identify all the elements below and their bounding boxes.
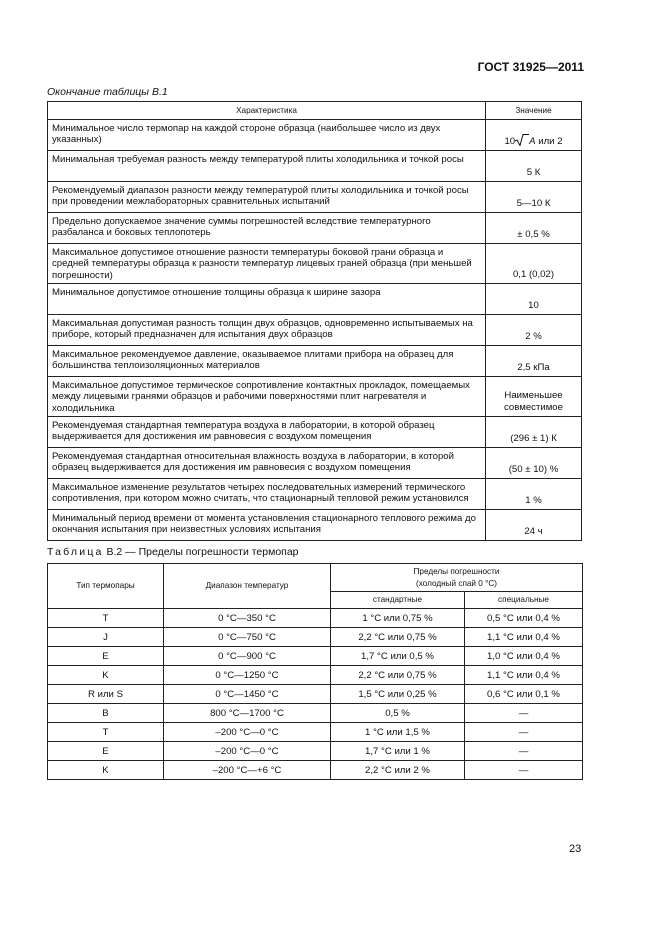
table-b2 bbox=[47, 563, 583, 780]
characteristic-cell: Минимальное допустимое отношение толщины образца к ширине зазора bbox=[48, 283, 486, 314]
table-row bbox=[48, 283, 582, 314]
table-row bbox=[48, 742, 583, 761]
special-cell: 0,6 °С или 0,1 % bbox=[465, 685, 583, 704]
table-row bbox=[48, 478, 582, 509]
table-row bbox=[48, 182, 582, 213]
special-cell: — bbox=[465, 723, 583, 742]
standard-cell: 1,7 °С или 0,5 % bbox=[331, 647, 465, 666]
value-cell: 2,5 кПа bbox=[486, 345, 582, 376]
table-row bbox=[48, 151, 582, 182]
type-cell: T bbox=[48, 723, 164, 742]
characteristic-cell: Минимальная требуемая разность между температурой плиты холодильника и точкой росы bbox=[48, 151, 486, 182]
column-header-limits bbox=[331, 564, 583, 592]
type-cell: E bbox=[48, 742, 164, 761]
value-cell: 10 bbox=[486, 283, 582, 314]
special-cell: 1,0 °С или 0,4 % bbox=[465, 647, 583, 666]
type-cell: J bbox=[48, 628, 164, 647]
table-row bbox=[48, 447, 582, 478]
range-cell: 0 °С—1250 °С bbox=[164, 666, 331, 685]
table-b1 bbox=[47, 101, 582, 541]
characteristic-cell: Предельно допускаемое значение суммы погрешностей вследствие температурного разбаланса и боковых теплопотерь bbox=[48, 213, 486, 244]
value-suffix: или 2 bbox=[535, 135, 563, 147]
column-header-value: Значение bbox=[486, 102, 582, 120]
type-cell: B bbox=[48, 704, 164, 723]
table-b2-caption bbox=[47, 546, 299, 558]
standard-cell: 1,7 °С или 1 % bbox=[331, 742, 465, 761]
table-row bbox=[48, 509, 582, 540]
characteristic-cell: Максимальное рекомендуемое давление, оказываемое плитами прибора на образец для большинства теплоизоляционных материалов bbox=[48, 345, 486, 376]
square-root-icon bbox=[515, 134, 529, 146]
value-cell: ± 0,5 % bbox=[486, 213, 582, 244]
table-row bbox=[48, 761, 583, 780]
column-header-range: Диапазон температур bbox=[164, 564, 331, 609]
range-cell: 0 °С—350 °С bbox=[164, 609, 331, 628]
characteristic-cell: Максимальное изменение результатов четырех последовательных измерений термического сопротивления, при котором можно считать, что стационарный тепловой режим установился bbox=[48, 478, 486, 509]
characteristic-cell: Рекомендуемая стандартная температура воздуха в лаборатории, в которой образец выдерживается для достижения им равновесия с воздухом помещения bbox=[48, 416, 486, 447]
value-cell: (296 ± 1) К bbox=[486, 416, 582, 447]
characteristic-cell: Максимальное допустимое термическое сопротивление контактных прокладок, помещаемых между лицевыми гранями образцов и рабочими поверхностями плит нагревателя и холодильника bbox=[48, 376, 486, 416]
range-cell: 800 °С—1700 °С bbox=[164, 704, 331, 723]
table-row bbox=[48, 609, 583, 628]
special-cell: 1,1 °С или 0,4 % bbox=[465, 666, 583, 685]
value-line: Наименьшее bbox=[504, 390, 563, 402]
value-cell: 2 % bbox=[486, 314, 582, 345]
column-header-characteristic: Характеристика bbox=[48, 102, 486, 120]
type-cell: T bbox=[48, 609, 164, 628]
value-line: совместимое bbox=[504, 401, 563, 413]
special-cell: — bbox=[465, 742, 583, 761]
table-row bbox=[48, 685, 583, 704]
standard-cell: 2,2 °С или 2 % bbox=[331, 761, 465, 780]
column-header-type: Тип термопары bbox=[48, 564, 164, 609]
special-cell: 0,5 °С или 0,4 % bbox=[465, 609, 583, 628]
table-row bbox=[48, 376, 582, 416]
table-b2-caption-title: В.2 — Пределы погрешности термопар bbox=[103, 546, 299, 558]
table-row bbox=[48, 723, 583, 742]
type-cell: R или S bbox=[48, 685, 164, 704]
range-cell: –200 °С—+6 °С bbox=[164, 761, 331, 780]
special-cell: — bbox=[465, 761, 583, 780]
range-cell: 0 °С—900 °С bbox=[164, 647, 331, 666]
range-cell: 0 °С—750 °С bbox=[164, 628, 331, 647]
value-cell: 1 % bbox=[486, 478, 582, 509]
table-row bbox=[48, 416, 582, 447]
value-cell: 0,1 (0,02) bbox=[486, 244, 582, 284]
standard-cell: 1,5 °С или 0,25 % bbox=[331, 685, 465, 704]
special-cell: — bbox=[465, 704, 583, 723]
standard-cell: 1 °С или 0,75 % bbox=[331, 609, 465, 628]
characteristic-cell: Рекомендуемый диапазон разности между температурой плиты холодильника и точкой росы при проведении межлабораторных сравнительных испытаний bbox=[48, 182, 486, 213]
range-cell: –200 °С—0 °С bbox=[164, 742, 331, 761]
standard-cell: 0,5 % bbox=[331, 704, 465, 723]
value-cell: 24 ч bbox=[486, 509, 582, 540]
value-cell: 5 К bbox=[486, 151, 582, 182]
table-b2-caption-label: Таблица bbox=[47, 546, 104, 558]
table-row bbox=[48, 213, 582, 244]
column-header-special: специальные bbox=[465, 592, 583, 609]
column-header-standard: стандартные bbox=[331, 592, 465, 609]
type-cell: E bbox=[48, 647, 164, 666]
limits-line: Пределы погрешности bbox=[413, 566, 500, 576]
table-b1-caption: Окончание таблицы В.1 bbox=[47, 86, 168, 98]
table-row bbox=[48, 647, 583, 666]
characteristic-cell: Максимальное допустимое отношение разности температуры боковой грани образца и средней температуры образца к разности температур лицевых граней образца (при меньшей погрешности) bbox=[48, 244, 486, 284]
table-row bbox=[48, 666, 583, 685]
table-row bbox=[48, 704, 583, 723]
value-cell bbox=[486, 120, 582, 151]
value-prefix: 10 bbox=[504, 135, 516, 147]
characteristic-cell: Рекомендуемая стандартная относительная влажность воздуха в лаборатории, в которой образец выдерживается для достижения им равновесия с воздухом помещения bbox=[48, 447, 486, 478]
standard-cell: 2,2 °С или 0,75 % bbox=[331, 666, 465, 685]
type-cell: K bbox=[48, 666, 164, 685]
page-number: 23 bbox=[569, 843, 582, 855]
limits-line: (холодный спай 0 °С) bbox=[415, 578, 498, 588]
standard-cell: 1 °С или 1,5 % bbox=[331, 723, 465, 742]
range-cell: 0 °С—1450 °С bbox=[164, 685, 331, 704]
table-row bbox=[48, 120, 582, 151]
standard-cell: 2,2 °С или 0,75 % bbox=[331, 628, 465, 647]
characteristic-cell: Минимальный период времени от момента установления стационарного теплового режима до окончания испытания при неизвестных условиях испытания bbox=[48, 509, 486, 540]
value-cell: 5—10 К bbox=[486, 182, 582, 213]
document-code: ГОСТ 31925—2011 bbox=[477, 60, 584, 74]
value-cell: (50 ± 10) % bbox=[486, 447, 582, 478]
range-cell: –200 °С—0 °С bbox=[164, 723, 331, 742]
characteristic-cell: Максимальная допустимая разность толщин двух образцов, одновременно испытываемых на приборе, который предназначен для испытания двух образцов bbox=[48, 314, 486, 345]
special-cell: 1,1 °С или 0,4 % bbox=[465, 628, 583, 647]
table-row bbox=[48, 628, 583, 647]
characteristic-cell: Минимальное число термопар на каждой стороне образца (наибольшее число из двух указанных) bbox=[48, 120, 486, 151]
table-row bbox=[48, 244, 582, 284]
type-cell: K bbox=[48, 761, 164, 780]
table-row bbox=[48, 345, 582, 376]
value-radicand: A bbox=[529, 135, 536, 147]
value-cell bbox=[486, 376, 582, 416]
table-row bbox=[48, 314, 582, 345]
